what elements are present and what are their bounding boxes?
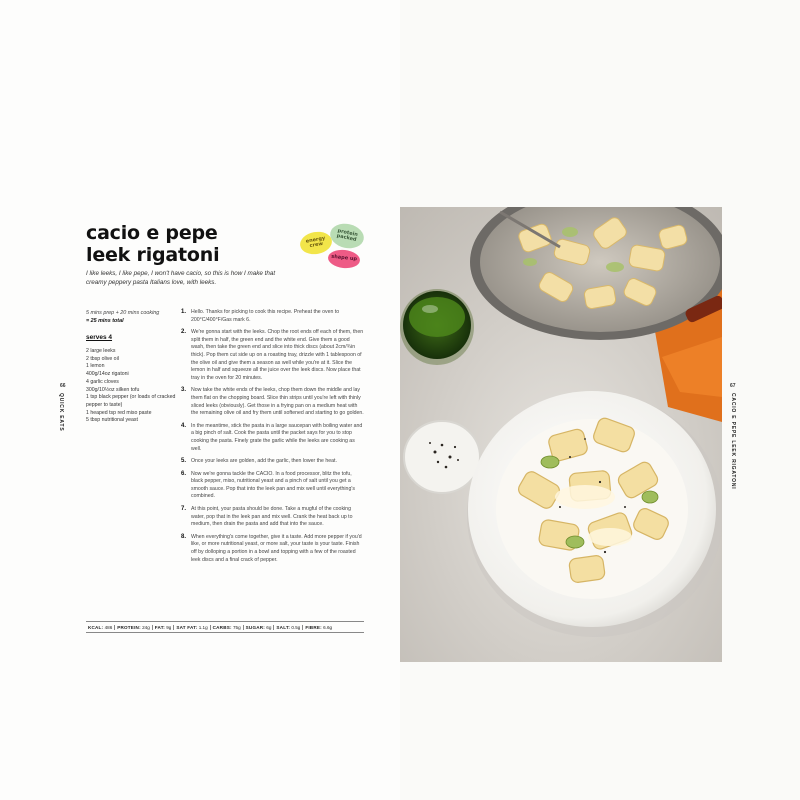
nutrition-value: 6.6g: [323, 624, 333, 630]
nutrition-fat: [153, 625, 175, 630]
step-number: 2.: [181, 329, 187, 336]
nutrition-label: CARBS:: [212, 624, 232, 630]
method-step: [181, 329, 364, 382]
step-text: We're gonna start with the leeks. Chop the root ends off each of them, then split them in half, the green end and the white end. Give them a good wash, then take the green end and slice into thick discs (about 2cm/¾in thick). Pop them cut side up on a roasting tray, drizzle with 1 tablespoon of the olive oil and give them a season as well while you're at it. Slice the lemon in half and squeeze all the juice over the leek discs. Now place that tray in the oven for 20 minutes.: [191, 329, 364, 381]
running-head-right: CACIO E PEPE LEEK RIGATONI: [730, 393, 736, 490]
diet-tags: [298, 224, 368, 274]
step-text: Once your leeks are golden, add the garlic, then lower the heat.: [191, 458, 337, 465]
nutrition-label: SUGAR:: [245, 624, 265, 630]
nutrition-value: 1.1g: [198, 624, 208, 630]
step-text: Now we're gonna tackle the CACIO. In a food processor, blitz the tofu, black pepper, miso, nutritional yeast and a pinch of salt until you get a smooth sauce. Pop that into the leek pan and mix well until everything's combined.: [191, 470, 355, 500]
recipe-photo: [400, 207, 722, 662]
step-number: 4.: [181, 422, 187, 429]
ingredient-item: 5 tbsp nutritional yeast: [86, 417, 138, 424]
pepper-dish: [404, 421, 480, 493]
tag-shape-up: shape up: [327, 248, 361, 269]
recipe-title: [86, 222, 219, 266]
ingredient-item: 400g/14oz rigatoni: [86, 371, 129, 378]
nutrition-label: PROTEIN:: [117, 624, 141, 630]
nutrition-carbs: [211, 625, 244, 630]
recipe-intro: I like leeks, I like pepe, I won't have cacio, so this is how I make that creamy peppery pasta Italians love, with leeks.: [86, 270, 276, 286]
ingredient-item: 2 tbsp olive oil: [86, 355, 119, 362]
method-step: [181, 471, 364, 501]
ingredient-item: 300g/10½oz silken tofu: [86, 386, 140, 393]
method-step: [181, 458, 364, 466]
ingredient-list: [86, 348, 178, 425]
nutrition-value: 75g: [233, 624, 241, 630]
ingredient-item: 1 tsp black pepper (or loads of cracked pepper to taste): [86, 394, 176, 408]
step-text: In the meantime, stick the pasta in a large saucepan with boiling water and a big pinch of salt. Cook the pasta until the packet says for you to stop cooking the pasta. Finely grate the garlic while the leeks are cooking as well.: [191, 422, 363, 452]
nutrition-kcal: [86, 625, 115, 630]
tag-energy-crew: energy crew: [298, 229, 333, 256]
ingredient-item: 4 garlic cloves: [86, 378, 119, 385]
recipe-title-line-2: leek rigatoni: [86, 244, 220, 266]
nutrition-label: FAT:: [154, 624, 165, 630]
ingredient-item: 1 heaped tsp red miso paste: [86, 409, 152, 416]
method-step: [181, 309, 364, 324]
nutrition-value: 6g: [266, 624, 272, 630]
step-text: Hello. Thanks for picking to cook this recipe. Preheat the oven to 200°C/400°F/Gas mark 6.: [191, 309, 340, 323]
nutrition-value: 486: [104, 624, 113, 630]
page-number-right: 67: [730, 383, 736, 389]
pasta-dish-illustration: [400, 207, 722, 662]
method-step: [181, 423, 364, 453]
ingredient-item: 1 lemon: [86, 363, 105, 370]
nutrition-value: 0.5g: [291, 624, 301, 630]
nutrition-salt: [274, 625, 303, 630]
running-head-left: QUICK EATS: [58, 393, 64, 432]
step-text: At this point, your pasta should be done. Take a mugful of the cooking water, pop that in the leek pan and mix well. Crank the heat back up to medium, then drain the pasta and add that into the sauce.: [191, 506, 353, 528]
timing-total: = 25 mins total: [86, 317, 124, 324]
nutrition-bar: [86, 621, 364, 633]
tag-protein-packed: protein packed: [328, 221, 366, 252]
ingredient-item: 2 large leeks: [86, 348, 116, 354]
method-step: [181, 506, 364, 529]
step-number: 7.: [181, 506, 187, 513]
step-text: When everything's come together, give it a taste. Add more pepper if you'd like, or more nutritional yeast, or more salt, your taste is your taste. Finish off by dolloping a portion in a bowl and topping with a few of the roasted leek discs and a final crack of pepper.: [191, 533, 362, 563]
timing-breakdown: 5 mins prep + 20 mins cooking: [86, 310, 160, 316]
recipe-timing: [86, 310, 181, 325]
method-steps: [181, 309, 364, 569]
step-number: 5.: [181, 458, 187, 465]
step-number: 8.: [181, 533, 187, 540]
nutrition-sugar: [244, 625, 275, 630]
step-number: 3.: [181, 387, 187, 394]
nutrition-value: 24g: [142, 624, 150, 630]
nutrition-value: 9g: [166, 624, 172, 630]
recipe-title-line-1: cacio e pepe: [86, 222, 218, 244]
method-step: [181, 387, 364, 417]
nutrition-label: FIBRE:: [305, 624, 322, 630]
step-text: Now take the white ends of the leeks, chop them down the middle and lay them flat on the chopping board. Slice thin strips until you're left with thinly sliced leeks (obviously). Get those in a frying pan on a medium heat with the remaining olive oil and fry them until softened and starting to go golden.: [191, 387, 364, 417]
nutrition-label: KCAL:: [88, 624, 104, 630]
nutrition-label: SALT:: [276, 624, 291, 630]
nutrition-protein: [115, 625, 153, 630]
step-number: 6.: [181, 470, 187, 477]
nutrition-sat-fat: [174, 625, 210, 630]
serves-heading: serves 4: [86, 334, 113, 341]
page-number-left: 66: [60, 383, 66, 389]
serving-plate: [467, 391, 722, 637]
pesto-glass: [400, 289, 474, 365]
nutrition-fibre: [303, 625, 334, 630]
method-step: [181, 534, 364, 564]
step-number: 1.: [181, 309, 187, 315]
nutrition-label: SAT FAT:: [176, 624, 198, 630]
